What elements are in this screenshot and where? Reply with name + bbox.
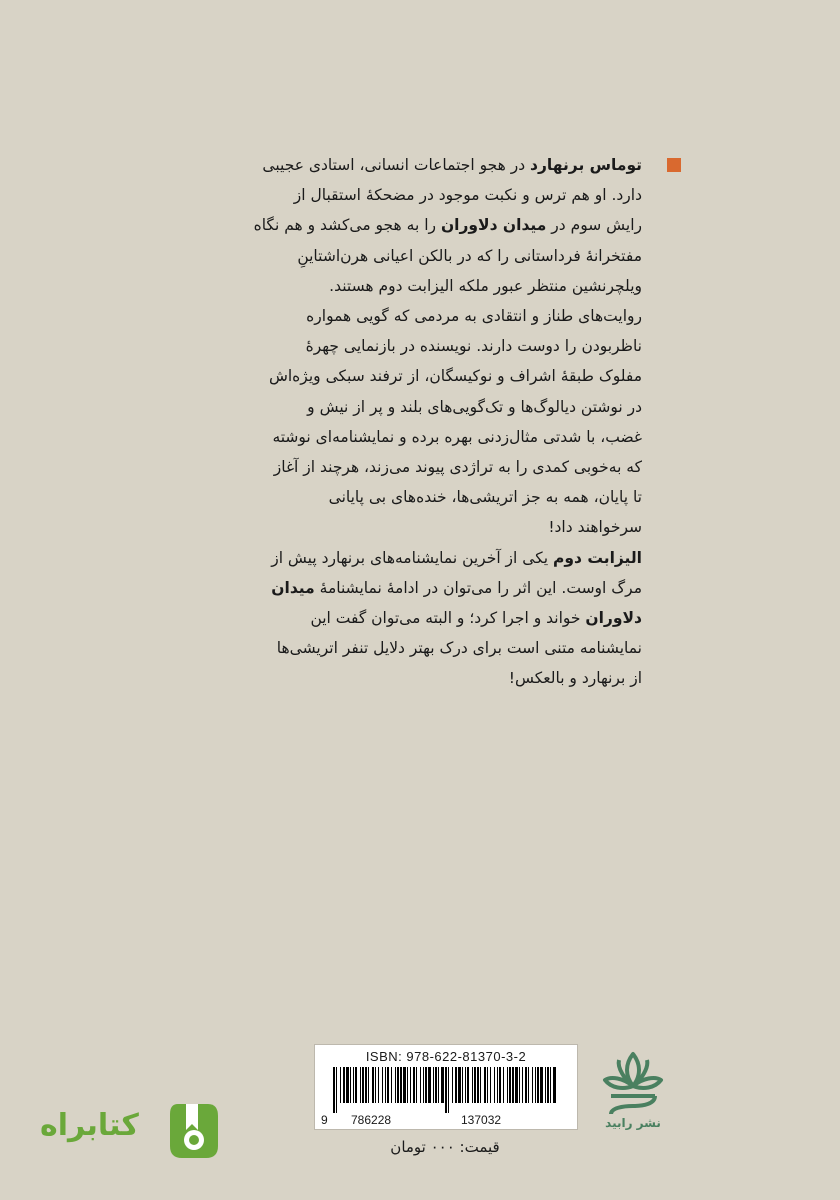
- barcode-bar: [532, 1067, 533, 1103]
- ketabrah-badge-icon: [168, 1100, 220, 1162]
- barcode-bar: [547, 1067, 549, 1103]
- description-line: روایت‌های طناز و انتقادی به مردمی که گویی همواره: [306, 307, 642, 326]
- barcode-bar: [336, 1067, 337, 1113]
- publisher-name: نشر رابید: [605, 1116, 661, 1130]
- barcode-bar: [512, 1067, 514, 1103]
- barcode-bar: [507, 1067, 508, 1103]
- isbn-label: ISBN: 978-622-81370-3-2: [365, 1049, 527, 1064]
- barcode-bar: [346, 1067, 349, 1103]
- barcode-bar: [435, 1067, 437, 1103]
- barcode-bar: [410, 1067, 411, 1103]
- barcode-bar: [416, 1067, 417, 1103]
- description-line: ناظر‌بودن را دوست دارند. نویسنده در بازنمایی چهرهٔ: [305, 337, 642, 356]
- barcode-bar: [413, 1067, 415, 1103]
- barcode-bar: [445, 1067, 447, 1113]
- barcode-bar: [515, 1067, 518, 1103]
- barcode-bar: [458, 1067, 461, 1103]
- description-line: نمایشنامه متنی است برای درک بهتر دلایل تنفر اتریشی‌ها: [276, 639, 642, 658]
- barcode-bar: [455, 1067, 457, 1103]
- barcode-bar: [353, 1067, 354, 1103]
- barcode-bar: [540, 1067, 543, 1103]
- barcode-bar: [355, 1067, 357, 1103]
- description-line: تا پایان، همه به جز اتریشی‌ها، خنده‌های بی پایانی: [328, 488, 642, 507]
- barcode-bar: [400, 1067, 402, 1103]
- barcode-bar: [497, 1067, 498, 1103]
- barcode-bar: [375, 1067, 376, 1103]
- barcode-bar: [425, 1067, 427, 1103]
- description-line: الیزابت دوم یکی از آخرین نمایشنامه‌های برنهارد پیش از: [271, 548, 642, 567]
- barcode-bar: [385, 1067, 386, 1103]
- barcode-bar: [372, 1067, 374, 1103]
- barcode-digits-left: 786228: [351, 1113, 392, 1127]
- barcode-bar: [333, 1067, 335, 1113]
- barcode-bar: [522, 1067, 523, 1103]
- barcode-bar: [441, 1067, 444, 1103]
- barcode-bar: [365, 1067, 367, 1103]
- barcode-bar: [368, 1067, 369, 1103]
- barcode-bar: [433, 1067, 434, 1103]
- barcode-digits-right: 137032: [461, 1113, 502, 1127]
- barcode-bar: [484, 1067, 486, 1103]
- barcode-bar: [428, 1067, 431, 1103]
- barcode-bar: [462, 1067, 463, 1103]
- description-line: در نوشتن دیالوگ‌ها و تک‌گویی‌های بلند و پر از نیش و: [307, 397, 642, 416]
- isbn-barcode: [314, 1044, 578, 1130]
- barcode-bar: [490, 1067, 491, 1103]
- barcode-bar: [503, 1067, 504, 1103]
- description-line: که به‌خوبی کمدی را به تراژدی پیوند می‌زند، هرچند از آغاز: [273, 458, 642, 477]
- description-line: دارد. او هم ترس و نکبت موجود در مضحکهٔ استقبال از: [293, 186, 642, 205]
- description-line: مرگ اوست. این اثر را می‌توان در ادامهٔ نمایشنامهٔ میدان: [271, 578, 642, 597]
- barcode-bar: [378, 1067, 379, 1103]
- description-line: رایش سوم در میدان دلاوران را به هجو می‌کشد و هم نگاه: [253, 216, 642, 235]
- barcode-bar: [550, 1067, 551, 1103]
- description-line: از برنهارد و بالعکس!: [508, 669, 642, 688]
- barcode-bar: [553, 1067, 556, 1103]
- barcode-bar: [395, 1067, 396, 1103]
- barcode-bar: [343, 1067, 345, 1103]
- barcode-bar: [494, 1067, 495, 1103]
- barcode-bar: [499, 1067, 501, 1103]
- barcode-bar: [537, 1067, 539, 1103]
- barcode-bar: [448, 1067, 449, 1113]
- ketabrah-wordmark: کتابراه: [40, 1108, 139, 1143]
- back-cover-description: [200, 150, 642, 694]
- barcode-bar: [391, 1067, 392, 1103]
- barcode-bar: [528, 1067, 529, 1103]
- ketabrah-logo: [40, 1100, 220, 1164]
- barcode-bar: [519, 1067, 520, 1103]
- barcode-digit-first: 9: [321, 1113, 328, 1127]
- description-line: مفلوک طبقهٔ اشراف و نوکیسگان، از ترفند سبکی ویژه‌اش: [268, 367, 642, 386]
- barcode-bar: [362, 1067, 364, 1103]
- barcode-bar: [423, 1067, 424, 1103]
- barcode-bar: [340, 1067, 341, 1103]
- barcode-bar: [535, 1067, 536, 1103]
- barcode-bar: [472, 1067, 473, 1103]
- barcode-bar: [387, 1067, 389, 1103]
- barcode-bar: [465, 1067, 466, 1103]
- barcode-bars: [331, 1067, 561, 1113]
- description-line: توماس برنهارد در هجو اجتماعات انسانی، استادی عجیبی: [262, 156, 642, 174]
- barcode-bar: [467, 1067, 469, 1103]
- barcode-bar: [487, 1067, 488, 1103]
- barcode-bar: [477, 1067, 479, 1103]
- barcode-bar: [403, 1067, 406, 1103]
- barcode-bar: [397, 1067, 399, 1103]
- barcode-bar: [420, 1067, 421, 1103]
- barcode-bar: [525, 1067, 527, 1103]
- barcode-bar: [452, 1067, 453, 1103]
- barcode-bar: [438, 1067, 439, 1103]
- barcode-bar: [474, 1067, 476, 1103]
- barcode-bar: [509, 1067, 511, 1103]
- description-line: مفتخرانهٔ فرداستانی را که در بالکن اعیانی هرن‌اشتاینِ: [297, 246, 642, 265]
- description-line: غضب، با شدتی مثال‌زدنی بهره برده و نمایشنامه‌ای نوشته: [272, 427, 642, 446]
- section-bullet-square: [667, 158, 681, 172]
- price-label: قیمت: ۰۰۰ تومان: [390, 1138, 500, 1156]
- description-line: ویلچرنشین منتظر عبور ملکه الیزابت دوم هستند.: [329, 276, 642, 295]
- barcode-bar: [360, 1067, 361, 1103]
- barcode-bar: [407, 1067, 408, 1103]
- barcode-bar: [382, 1067, 383, 1103]
- description-line: سرخواهند داد!: [548, 518, 642, 537]
- barcode-bar: [480, 1067, 481, 1103]
- barcode-bar: [350, 1067, 351, 1103]
- description-line: دلاوران خواند و اجرا کرد؛ و البته می‌توان گفت این: [310, 609, 642, 628]
- barcode-bar: [545, 1067, 546, 1103]
